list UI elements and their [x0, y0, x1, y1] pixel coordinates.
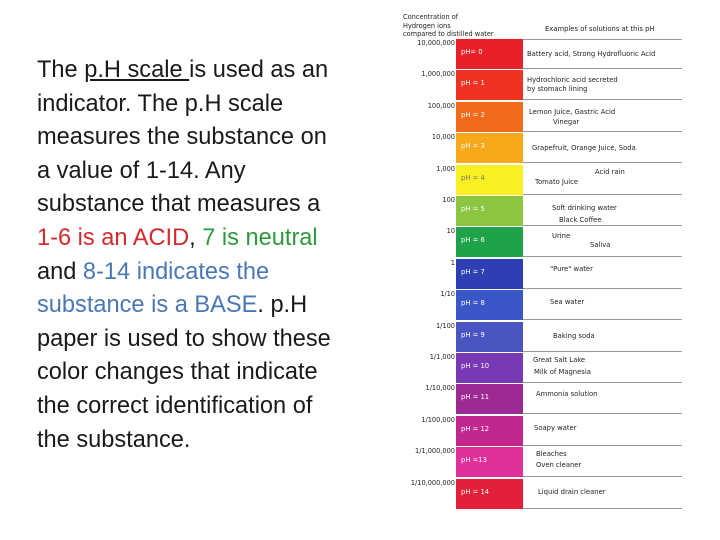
text-segment: The [37, 57, 85, 83]
example-cell [523, 102, 682, 132]
ph-label: pH = 10 [461, 362, 490, 370]
ph-color-band [456, 227, 523, 257]
ph-label: pH = 12 [461, 424, 490, 433]
example-text: Oven cleaner [536, 461, 582, 470]
paragraph-line [37, 424, 372, 458]
example-text: Grapefruit, Orange Juice, Soda [532, 144, 636, 153]
example-cell [523, 227, 682, 257]
concentration-value: 1/10,000,000 [410, 478, 455, 487]
text-segment: paper is used to show these [37, 325, 331, 352]
ph-label: pH = 3 [461, 142, 485, 151]
ph-label: pH = 5 [461, 205, 485, 213]
example-cell [523, 259, 682, 289]
example-cell [523, 196, 682, 226]
concentration-value: 10 [446, 227, 455, 236]
paragraph-line [37, 222, 372, 256]
text-segment: substance that measures a [37, 191, 321, 218]
ph-row [396, 132, 682, 163]
examples-header: Examples of solutions at this pH [545, 25, 655, 33]
text-base: 8-14 indicates the [82, 258, 270, 285]
ph-color-band [456, 290, 523, 320]
ph-label: pH = 4 [461, 173, 485, 182]
example-cell [523, 353, 682, 383]
ph-color-band [456, 416, 523, 446]
text-base: substance is a BASE [37, 292, 258, 319]
concentration-value: 10,000,000 [417, 39, 455, 47]
text-segment: measures the substance on [37, 124, 327, 151]
ph-color-band [456, 384, 523, 414]
example-cell [523, 70, 682, 100]
example-text: Ammonia solution [536, 390, 598, 399]
ph-label: pH = 2 [461, 110, 485, 119]
ph-label: pH = 7 [461, 267, 485, 276]
example-text: "Pure" water [550, 264, 593, 273]
concentration-value: 1/10 [440, 290, 455, 299]
example-cell [523, 165, 682, 195]
example-text: Tomato Juice [535, 177, 579, 186]
ph-color-band [456, 259, 523, 289]
ph-color-band [456, 102, 523, 132]
paragraph-line [37, 88, 372, 122]
ph-label: pH = 1 [461, 79, 485, 88]
example-cell [523, 290, 682, 320]
text-segment: color changes that indicate [37, 359, 318, 386]
ph-row [396, 415, 682, 446]
text-segment: , [189, 224, 203, 251]
concentration-value: 100,000 [427, 101, 455, 110]
example-text: Lemon Juice, Gastric Acid [529, 107, 616, 116]
text-segment: is used as an [189, 57, 329, 83]
paragraph-line [37, 289, 372, 323]
ph-color-band [456, 479, 523, 509]
concentration-header: Concentration of Hydrogen ions compared to distilled water [403, 13, 494, 39]
concentration-value: 100 [442, 196, 455, 204]
ph-row [396, 226, 682, 257]
paragraph-line [37, 54, 372, 88]
example-text: by stomach lining [527, 85, 588, 94]
ph-row [396, 352, 682, 383]
example-cell [523, 384, 682, 414]
example-text: Great Salt Lake [533, 356, 586, 364]
example-text: Baking soda [553, 331, 595, 340]
ph-color-band [456, 196, 523, 226]
text-segment: the correct identification of [37, 392, 313, 419]
example-text: Black Coffee [559, 216, 602, 224]
concentration-value: 10,000 [431, 133, 455, 142]
ph-label: pH = 14 [461, 487, 490, 496]
example-text: Hydrochloric acid secreted [527, 76, 618, 85]
example-text: Soft drinking water [552, 204, 617, 212]
ph-row [396, 478, 682, 509]
ph-color-band [456, 353, 523, 383]
ph-row [396, 69, 682, 100]
paragraph-line [37, 188, 372, 222]
concentration-value: 1/100,000 [421, 415, 455, 424]
example-text: Sea water [550, 298, 585, 307]
text-underlined: p.H scale [84, 57, 190, 83]
ph-color-band [456, 165, 523, 195]
ph-row [396, 164, 682, 195]
ph-row [396, 258, 682, 289]
concentration-value: 1/1,000 [429, 353, 455, 361]
ph-label: pH = 11 [461, 393, 490, 402]
ph-label: pH = 8 [461, 299, 485, 308]
ph-scale-paragraph [37, 54, 372, 457]
paragraph-line [37, 121, 372, 155]
example-cell [523, 322, 682, 352]
ph-color-band [456, 133, 523, 163]
paragraph-line [37, 390, 372, 424]
ph-label: pH= 0 [461, 48, 483, 56]
ph-scale-chart [396, 8, 682, 515]
example-text: Milk of Magnesia [534, 368, 591, 376]
ph-color-band [456, 70, 523, 100]
example-text: Urine [552, 232, 571, 241]
example-cell [523, 39, 682, 69]
paragraph-line [37, 155, 372, 189]
ph-row [396, 383, 682, 414]
ph-color-band [456, 39, 523, 69]
ph-label: pH = 9 [461, 330, 485, 339]
ph-row [396, 101, 682, 132]
ph-label: pH =13 [461, 456, 487, 465]
text-segment: and [37, 258, 83, 285]
concentration-value: 1/1,000,000 [415, 447, 455, 456]
example-text: Saliva [590, 241, 611, 250]
concentration-value: 1,000 [436, 164, 455, 173]
text-segment: indicator. The p.H scale [37, 90, 284, 117]
example-text: Acid rain [595, 167, 625, 176]
text-acid: 1-6 is an ACID [37, 224, 190, 251]
ph-row [396, 38, 682, 69]
example-text: Battery acid, Strong Hydrofluoric Acid [527, 50, 656, 58]
example-cell [523, 416, 682, 446]
example-text: Liquid drain cleaner [538, 487, 606, 496]
paragraph-line [37, 256, 372, 290]
concentration-value: 1/10,000 [425, 384, 455, 393]
concentration-value: 1 [450, 258, 455, 267]
example-cell [523, 133, 682, 163]
example-text: Vinegar [553, 117, 580, 126]
ph-row [396, 321, 682, 352]
ph-color-band [456, 447, 523, 477]
ph-color-band [456, 322, 523, 352]
ph-label: pH = 6 [461, 236, 485, 245]
text-segment: . p.H [257, 292, 308, 319]
text-segment: the substance. [37, 426, 191, 453]
concentration-value: 1/100 [435, 321, 455, 330]
example-text: Bleaches [536, 450, 567, 459]
ph-row [396, 195, 682, 226]
paragraph-line [37, 356, 372, 390]
example-text: Soapy water [534, 423, 577, 432]
ph-row [396, 446, 682, 477]
example-cell [523, 479, 682, 509]
example-cell [523, 447, 682, 477]
paragraph-line [37, 323, 372, 357]
text-neutral: 7 is neutral [202, 224, 318, 251]
text-segment: a value of 1-14. Any [37, 157, 246, 184]
concentration-value: 1,000,000 [421, 70, 455, 79]
ph-row [396, 289, 682, 320]
